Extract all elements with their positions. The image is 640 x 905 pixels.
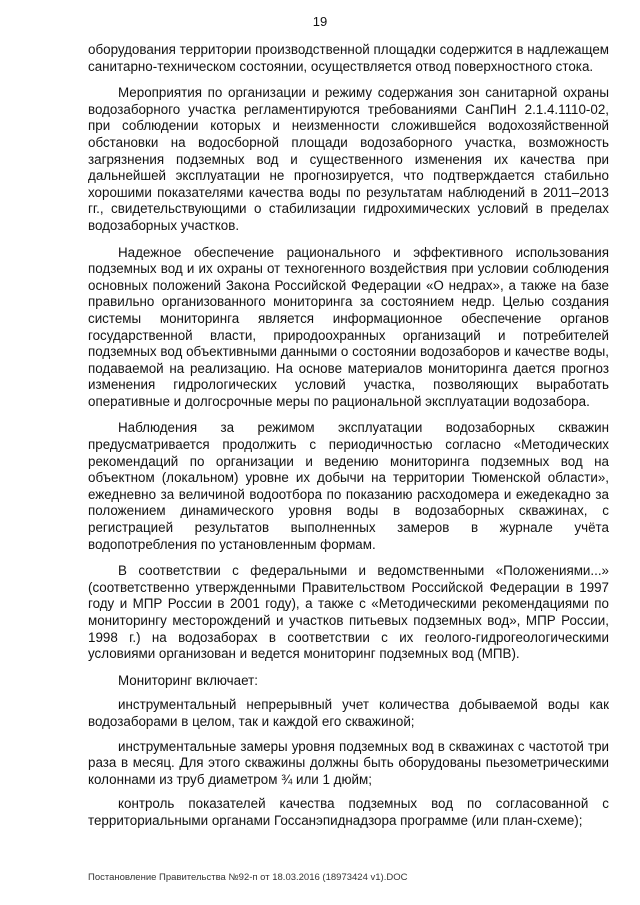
paragraph-observations: Наблюдения за режимом эксплуатации водозаборных скважин предусматривается продолжить с периодичностью согласно «Методических рекомендаций по организации и ведению мониторинга подземных вод на объектном (локальном) уровне их добычи на территории Тюменской области», ежедневно за величиной водоотбора по показанию расходомера и ежедекадно за положением динамического уровня воды в водозаборных скважинах, с регистрацией результатов выполненных замеров в журнале учёта водопотребления по установленным формам. — [88, 420, 609, 552]
paragraph-monitoring-goal: Надежное обеспечение рационального и эффективного использования подземных вод и их охраны от техногенного воздействия при условии соблюдения основных положений Закона Российской Федерации «О недрах», а также на базе правильно организованного мониторинга за состоянием недр. Целью создания системы мониторинга является информационное обеспечение органов государственной власти, природоохранных организаций и потребителей подземных вод объективными данными о состоянии водозаборов и качестве воды, подаваемой на реализацию. На основе материалов мониторинга дается прогноз изменения гидрологических условий участка, позволяющих выработать оперативные и долгосрочные меры по рациональной эксплуатации водозабора. — [88, 244, 609, 409]
paragraph-sanitary-zones: Мероприятия по организации и режиму содержания зон санитарной охраны водозаборного участка регламентируются требованиями СанПиН 2.1.4.1110-02, при соблюдении которых и неизменности сложившейся водохозяйственной обстановки на водосборной площади водозаборного участка, возможность загрязнения подземных вод и существенного изменения их качества при дальнейшей эксплуатации не прогнозируется, что подтверждается стабильно хорошими показателями качества воды по результатам наблюдений в 2011–2013 гг., свидетельствующими о стабилизации гидрохимических условий в пределах водозаборных участков. — [88, 85, 609, 233]
paragraph-monitoring-includes: Мониторинг включает: — [118, 672, 258, 688]
page-number: 19 — [312, 14, 328, 29]
paragraph-continuation: оборудования территории производственной площадки содержится в надлежащем санитарно-техническом состоянии, осуществляется отвод поверхностного стока. — [88, 42, 609, 74]
paragraph-regulations: В соответствии с федеральными и ведомственными «Положениями...» (соответственно утвержденными Правительством Российской Федерации в 1997 году и МПР России в 2001 году), а также с «Методическими рекомендациями по мониторингу месторождений и участков питьевых подземных вод», МПР России, 1998 г.) на водозаборах в соответствии с их геолого-гидрогеологическими условиями организован и ведется мониторинг подземных вод (МПВ). — [88, 563, 609, 662]
document-body — [88, 42, 609, 838]
page-footer: Постановление Правительства №92-п от 18.03.2016 (18973424 v1).DOC — [88, 872, 408, 883]
list-item-quality-control: контроль показателей качества подземных вод по согласованной с территориальными органами Госсанэпиднадзора программе (или план-схеме); — [88, 796, 609, 828]
list-item-water-accounting: инструментальный непрерывный учет количества добываемой воды как водозаборами в целом, так и каждой его скважиной; — [88, 697, 609, 729]
list-item-level-measurements: инструментальные замеры уровня подземных вод в скважинах с частотой три раза в месяц. Для этого скважины должны быть оборудованы пьезометрическими колоннами из труб диаметром ¾ или 1 дюйм; — [88, 738, 609, 787]
